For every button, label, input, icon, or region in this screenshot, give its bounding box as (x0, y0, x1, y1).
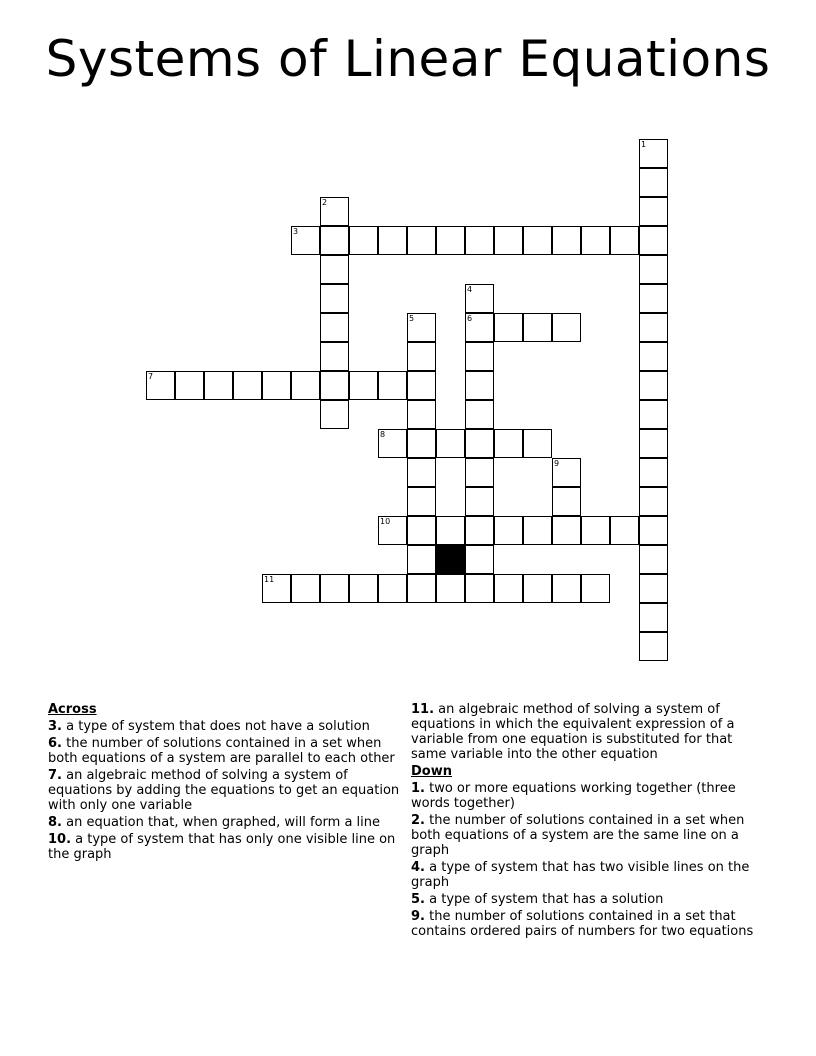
crossword-cell[interactable] (407, 429, 436, 458)
down-list (411, 781, 763, 939)
crossword-cell[interactable] (465, 545, 494, 574)
clue-text: an algebraic method of solving a system of equations in which the equivalent expression of a variable from one equation is substituted for that same variable into the other equation (411, 702, 735, 762)
crossword-cell[interactable] (552, 226, 581, 255)
crossword-cell[interactable] (262, 371, 291, 400)
clue-text: two or more equations working together (three words together) (411, 781, 736, 811)
across-list-continued (411, 702, 763, 762)
crossword-cell[interactable] (204, 371, 233, 400)
crossword-cell[interactable] (581, 516, 610, 545)
crossword-cell[interactable] (407, 400, 436, 429)
clue-number: 11 (264, 575, 275, 584)
crossword-cell[interactable] (465, 226, 494, 255)
crossword-cell[interactable] (639, 371, 668, 400)
across-heading: Across (48, 702, 97, 717)
crossword-cell[interactable] (407, 574, 436, 603)
crossword-cell[interactable] (291, 574, 320, 603)
clue-number: 10 (380, 517, 391, 526)
crossword-cell[interactable] (639, 429, 668, 458)
clue (411, 781, 763, 811)
crossword-cell[interactable] (465, 342, 494, 371)
crossword-cell[interactable] (436, 226, 465, 255)
clue-text: an equation that, when graphed, will form a line (61, 815, 381, 830)
crossword-cell[interactable] (552, 313, 581, 342)
crossword-cell[interactable] (523, 313, 552, 342)
clue-text: the number of solutions contained in a set when both equations of a system are parallel to each other (48, 736, 395, 766)
crossword-cell[interactable] (494, 429, 523, 458)
crossword-cell[interactable] (639, 226, 668, 255)
crossword-cell[interactable] (523, 429, 552, 458)
crossword-cell[interactable] (320, 197, 349, 226)
clue-text: an algebraic method of solving a system of equations by adding the equations to get an equation with only one variable (48, 768, 400, 813)
crossword-cell[interactable] (494, 226, 523, 255)
crossword-cell[interactable] (639, 313, 668, 342)
clue-text: the number of solutions contained in a set that contains ordered pairs of numbers for two equations (411, 909, 754, 939)
clue-text: a type of system that has two visible lines on the graph (411, 860, 750, 890)
crossword-cell[interactable] (581, 226, 610, 255)
clue (48, 815, 400, 830)
crossword-cell[interactable] (465, 371, 494, 400)
crossword-cell[interactable] (320, 284, 349, 313)
clue-number: 3 (293, 227, 299, 236)
crossword-cell[interactable] (378, 226, 407, 255)
clue-number: 5 (409, 314, 415, 323)
clue-number: 6. (48, 736, 62, 751)
crossword-cell[interactable] (320, 226, 349, 255)
crossword-cell[interactable] (175, 371, 204, 400)
crossword-cell[interactable] (639, 284, 668, 313)
clue-number: 2 (322, 198, 328, 207)
crossword-cell[interactable] (523, 516, 552, 545)
crossword-cell[interactable] (320, 574, 349, 603)
clue-number: 1 (641, 140, 647, 149)
clue-text: a type of system that has a solution (424, 892, 664, 907)
crossword-cell[interactable] (639, 603, 668, 632)
crossword-cell[interactable] (465, 429, 494, 458)
clue (411, 909, 763, 939)
clue-number: 4 (467, 285, 473, 294)
crossword-cell[interactable] (552, 458, 581, 487)
crossword-cell[interactable] (494, 516, 523, 545)
crossword-cell[interactable] (262, 574, 291, 603)
clue-number: 2. (411, 813, 425, 828)
crossword-cell[interactable] (146, 371, 175, 400)
clue-number: 8 (380, 430, 386, 439)
crossword-cell[interactable] (407, 226, 436, 255)
crossword-cell[interactable] (639, 487, 668, 516)
crossword-cell[interactable] (436, 429, 465, 458)
crossword-cell[interactable] (639, 574, 668, 603)
crossword-cell[interactable] (639, 458, 668, 487)
crossword-cell[interactable] (465, 400, 494, 429)
clue (411, 892, 763, 907)
crossword-cell[interactable] (639, 168, 668, 197)
page-title: Systems of Linear Equations (45, 30, 771, 88)
crossword-cell[interactable] (349, 226, 378, 255)
crossword-cell[interactable] (407, 516, 436, 545)
crossword-cell[interactable] (349, 371, 378, 400)
crossword-cell[interactable] (407, 458, 436, 487)
crossword-cell[interactable] (639, 545, 668, 574)
crossword-cell[interactable] (639, 400, 668, 429)
crossword-cell[interactable] (378, 371, 407, 400)
crossword-cell[interactable] (581, 574, 610, 603)
crossword-cell[interactable] (465, 284, 494, 313)
crossword-cell[interactable] (407, 371, 436, 400)
crossword-cell[interactable] (639, 632, 668, 661)
crossword-cell[interactable] (523, 574, 552, 603)
clues-across (48, 702, 400, 864)
crossword-cell[interactable] (378, 429, 407, 458)
crossword-cell[interactable] (407, 487, 436, 516)
clue-text: a type of system that does not have a solution (61, 719, 370, 734)
clue-number: 8. (48, 815, 62, 830)
clue (48, 832, 400, 862)
crossword-cell[interactable] (465, 313, 494, 342)
blocked-cell (436, 545, 465, 574)
crossword-cell[interactable] (320, 342, 349, 371)
crossword-cell[interactable] (378, 574, 407, 603)
crossword-cell[interactable] (639, 516, 668, 545)
crossword-cell[interactable] (320, 255, 349, 284)
clue (411, 813, 763, 858)
clue-number: 7. (48, 768, 62, 783)
clue-number: 6 (467, 314, 473, 323)
down-heading: Down (411, 764, 452, 779)
crossword-cell[interactable] (465, 516, 494, 545)
crossword-cell[interactable] (639, 139, 668, 168)
crossword-cell[interactable] (465, 458, 494, 487)
crossword-cell[interactable] (407, 545, 436, 574)
crossword-cell[interactable] (233, 371, 262, 400)
crossword-cell[interactable] (407, 313, 436, 342)
clue (48, 719, 400, 734)
crossword-cell[interactable] (639, 342, 668, 371)
crossword-cell[interactable] (639, 197, 668, 226)
crossword-cell[interactable] (407, 342, 436, 371)
crossword-cell[interactable] (552, 487, 581, 516)
crossword-cell[interactable] (320, 371, 349, 400)
crossword-cell[interactable] (610, 226, 639, 255)
clue-number: 11. (411, 702, 435, 717)
clue-number: 7 (148, 372, 154, 381)
crossword-cell[interactable] (349, 574, 378, 603)
crossword-cell[interactable] (378, 516, 407, 545)
clue-number: 3. (48, 719, 62, 734)
clue-number: 4. (411, 860, 425, 875)
crossword-cell[interactable] (610, 516, 639, 545)
clue-text: a type of system that has only one visible line on the graph (48, 832, 396, 862)
clue-number: 10. (48, 832, 72, 847)
crossword-cell[interactable] (494, 313, 523, 342)
crossword-cell[interactable] (436, 516, 465, 545)
clue-number: 5. (411, 892, 425, 907)
crossword-cell[interactable] (494, 574, 523, 603)
crossword-cell[interactable] (291, 226, 320, 255)
clue (48, 768, 400, 813)
crossword-cell[interactable] (291, 371, 320, 400)
clue-number: 1. (411, 781, 425, 796)
crossword-cell[interactable] (320, 313, 349, 342)
crossword-cell[interactable] (465, 574, 494, 603)
crossword-cell[interactable] (639, 255, 668, 284)
across-list (48, 719, 400, 862)
clue (411, 702, 763, 762)
crossword-cell[interactable] (465, 487, 494, 516)
crossword-cell[interactable] (552, 516, 581, 545)
crossword-cell[interactable] (436, 574, 465, 603)
crossword-cell[interactable] (320, 400, 349, 429)
crossword-cell[interactable] (552, 574, 581, 603)
clues-continued (411, 702, 763, 941)
clue-number: 9. (411, 909, 425, 924)
clue (48, 736, 400, 766)
clue (411, 860, 763, 890)
clue-number: 9 (554, 459, 560, 468)
clue-text: the number of solutions contained in a set when both equations of a system are the same line on a graph (411, 813, 745, 858)
crossword-cell[interactable] (523, 226, 552, 255)
